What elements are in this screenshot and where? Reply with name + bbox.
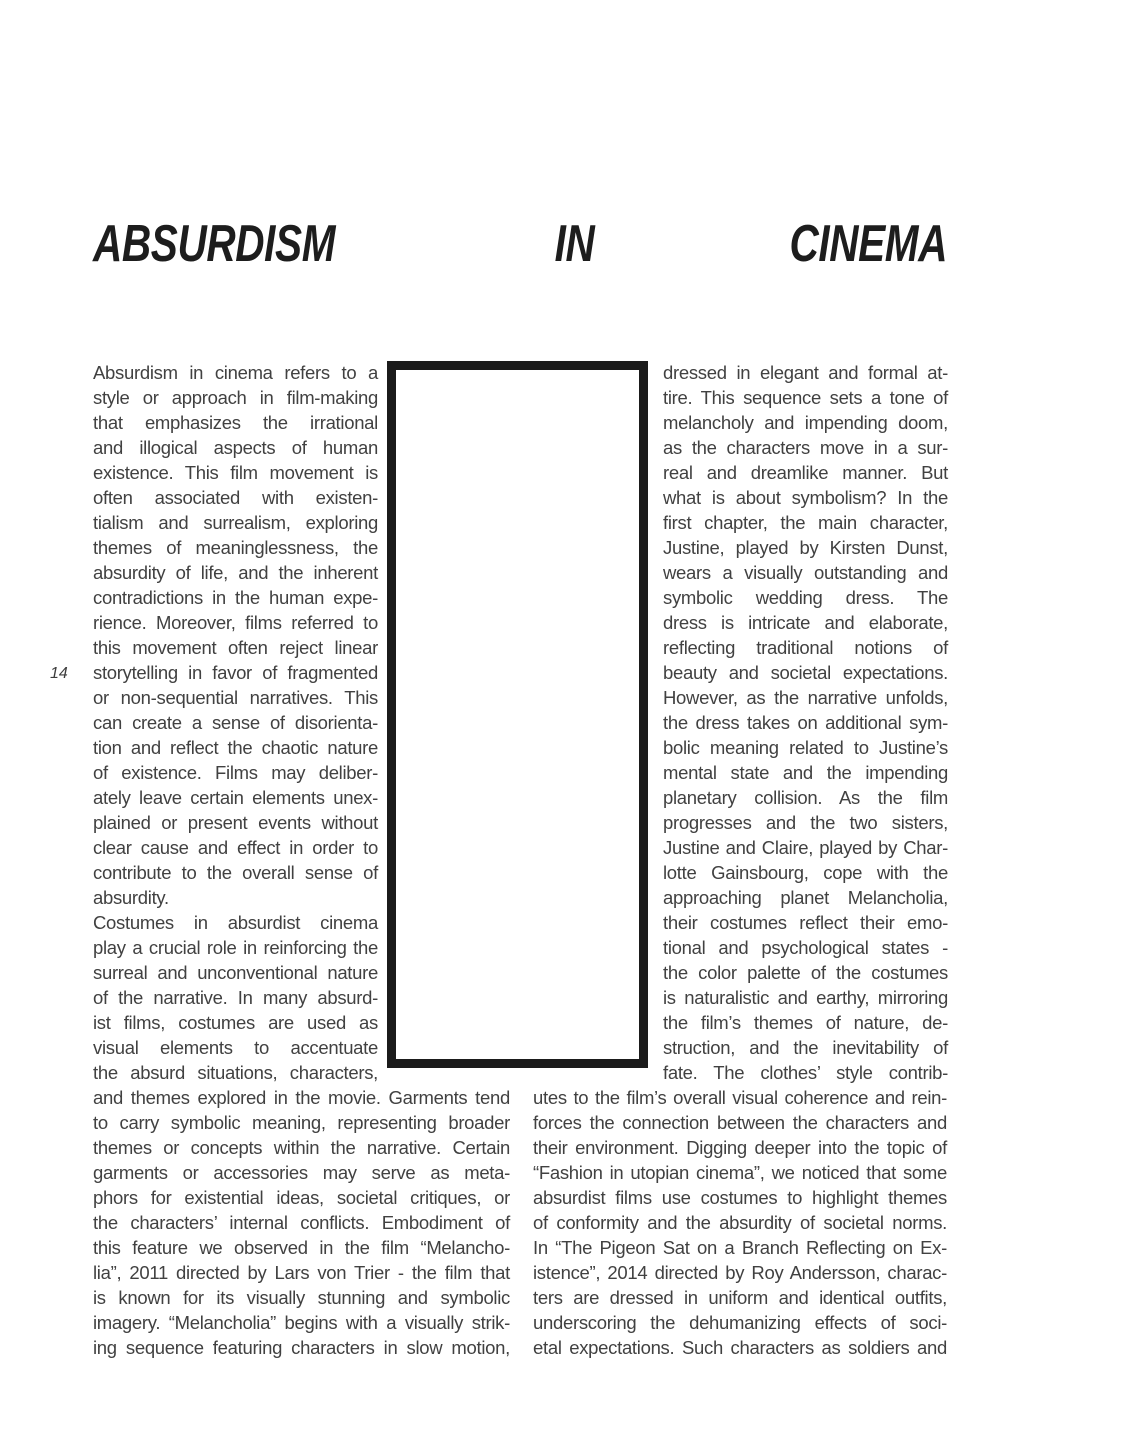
text-line: existence. This film movement is — [93, 462, 378, 483]
text-line: Justine and Claire, played by Char- — [663, 837, 948, 858]
text-line: beauty and societal expectations. — [663, 662, 948, 683]
text-line: dress is intricate and elaborate, — [663, 612, 948, 633]
title-word-cinema: CINEMA — [789, 214, 947, 273]
text-line: utes to the film’s overall visual coherence and rein- — [533, 1087, 947, 1108]
text-line: reflecting traditional notions of — [663, 637, 948, 658]
text-line: of the narrative. In many absurd- — [93, 987, 378, 1008]
text-line: themes of meaninglessness, the — [93, 537, 378, 558]
text-line: ing sequence featuring characters in slow motion, — [93, 1337, 510, 1358]
text-line: their environment. Digging deeper into the topic of — [533, 1137, 947, 1158]
text-line: However, as the narrative unfolds, — [663, 687, 948, 708]
text-line: this movement often reject linear — [93, 637, 378, 658]
text-line: fate. The clothes’ style contrib- — [663, 1062, 948, 1083]
text-line: lotte Gainsbourg, cope with the — [663, 862, 948, 883]
text-line: forces the connection between the characters and — [533, 1112, 947, 1133]
text-line: tional and psychological states - — [663, 937, 948, 958]
text-line: this feature we observed in the film “Melancho- — [93, 1237, 510, 1258]
text-line: melancholy and impending doom, — [663, 412, 948, 433]
text-line: or non-sequential narratives. This — [93, 687, 378, 708]
text-line: etal expectations. Such characters as soldiers and — [533, 1337, 947, 1358]
text-line: ist films, costumes are used as — [93, 1012, 378, 1033]
text-line: contradictions in the human expe- — [93, 587, 378, 608]
text-line: underscoring the dehumanizing effects of soci- — [533, 1312, 947, 1333]
text-line: In “The Pigeon Sat on a Branch Reflecting on Ex- — [533, 1237, 947, 1258]
text-line: that emphasizes the irrational — [93, 412, 378, 433]
text-line: wears a visually outstanding and — [663, 562, 948, 583]
text-line: rience. Moreover, films referred to — [93, 612, 378, 633]
text-line: tire. This sequence sets a tone of — [663, 387, 948, 408]
text-line: is naturalistic and earthy, mirroring — [663, 987, 948, 1008]
text-line: ately leave certain elements unex- — [93, 787, 378, 808]
page-title — [93, 214, 947, 273]
text-line: is known for its visually stunning and symbolic — [93, 1287, 510, 1308]
text-line: contribute to the overall sense of — [93, 862, 378, 883]
text-line: and illogical aspects of human — [93, 437, 378, 458]
text-line: first chapter, the main character, — [663, 512, 948, 533]
text-line: phors for existential ideas, societal critiques, or — [93, 1187, 510, 1208]
text-line: ters are dressed in uniform and identical outfits, — [533, 1287, 947, 1308]
text-line: Costumes in absurdist cinema — [93, 912, 378, 933]
title-word-in: IN — [554, 214, 595, 273]
text-line: themes or concepts within the narrative. Certain — [93, 1137, 510, 1158]
text-line: style or approach in film-making — [93, 387, 378, 408]
column-bottom-left — [93, 1085, 510, 1360]
text-line: dressed in elegant and formal at- — [663, 362, 948, 383]
text-line: and themes explored in the movie. Garments tend — [93, 1087, 510, 1108]
text-line: “Fashion in utopian cinema”, we noticed that some — [533, 1162, 947, 1183]
text-line: Justine, played by Kirsten Dunst, — [663, 537, 948, 558]
text-line: clear cause and effect in order to — [93, 837, 378, 858]
text-line: the characters’ internal conflicts. Embodiment of — [93, 1212, 510, 1233]
text-line: real and dreamlike manner. But — [663, 462, 948, 483]
text-line: tialism and surrealism, exploring — [93, 512, 378, 533]
text-line: as the characters move in a sur- — [663, 437, 948, 458]
title-word-absurdism: ABSURDISM — [93, 214, 336, 273]
column-left-narrow — [93, 360, 378, 1085]
text-line: mental state and the impending — [663, 762, 948, 783]
text-line: their costumes reflect their emo- — [663, 912, 948, 933]
text-line: imagery. “Melancholia” begins with a visually strik- — [93, 1312, 510, 1333]
text-line: bolic meaning related to Justine’s — [663, 737, 948, 758]
text-line: the color palette of the costumes — [663, 962, 948, 983]
text-line: istence”, 2014 directed by Roy Andersson, charac- — [533, 1262, 947, 1283]
text-line: can create a sense of disorienta- — [93, 712, 378, 733]
text-line: often associated with existen- — [93, 487, 378, 508]
text-line: Absurdism in cinema refers to a — [93, 362, 378, 383]
text-line: the film’s themes of nature, de- — [663, 1012, 948, 1033]
text-line: absurdist films use costumes to highlight themes — [533, 1187, 947, 1208]
text-line: absurdity. — [93, 887, 169, 908]
text-line: to carry symbolic meaning, representing broader — [93, 1112, 510, 1133]
text-line: surreal and unconventional nature — [93, 962, 378, 983]
text-line: play a crucial role in reinforcing the — [93, 937, 378, 958]
text-line: progresses and the two sisters, — [663, 812, 948, 833]
text-line: symbolic wedding dress. The — [663, 587, 948, 608]
text-line: storytelling in favor of fragmented — [93, 662, 378, 683]
text-line: the absurd situations, characters, — [93, 1062, 378, 1083]
text-line: of conformity and the absurdity of societal norms. — [533, 1212, 947, 1233]
page-number: 14 — [50, 665, 68, 682]
text-line: lia”, 2011 directed by Lars von Trier - the film that — [93, 1262, 510, 1283]
text-line: of existence. Films may deliber- — [93, 762, 378, 783]
text-line: the dress takes on additional sym- — [663, 712, 948, 733]
text-line: garments or accessories may serve as meta- — [93, 1162, 510, 1183]
column-right-narrow — [663, 360, 948, 1085]
text-line: approaching planet Melancholia, — [663, 887, 948, 908]
text-line: visual elements to accentuate — [93, 1037, 378, 1058]
image-placeholder-frame — [387, 361, 648, 1068]
text-line: plained or present events without — [93, 812, 378, 833]
text-line: tion and reflect the chaotic nature — [93, 737, 378, 758]
column-bottom-right — [533, 1085, 947, 1360]
text-line: what is about symbolism? In the — [663, 487, 948, 508]
text-line: absurdity of life, and the inherent — [93, 562, 378, 583]
text-line: planetary collision. As the film — [663, 787, 948, 808]
text-line: struction, and the inevitability of — [663, 1037, 948, 1058]
